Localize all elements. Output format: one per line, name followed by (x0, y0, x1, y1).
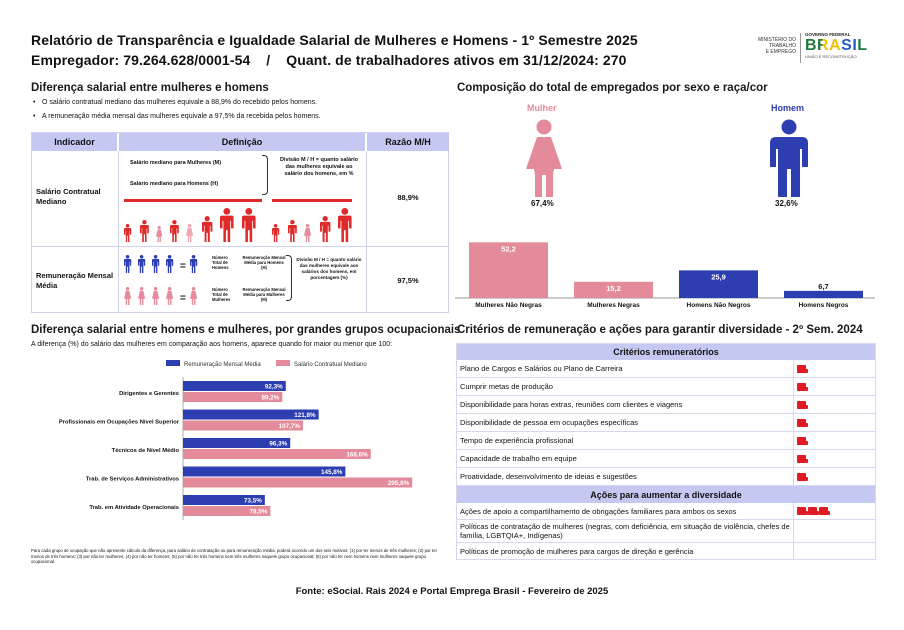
def-division-1: Divisão M / H = quanto salário das mulheres equivale ao salário dos homens, em % (279, 157, 359, 177)
ministry-line3: E EMPREGO (765, 49, 796, 55)
bar-value-label: 121,8% (294, 412, 316, 419)
woman-label: Mulher (527, 103, 557, 113)
criteria-label: Ações de apoio a compartilhamento de obrigações familiares para ambos os sexos (460, 506, 737, 516)
ministry-logo (738, 37, 796, 55)
total-men: Número Total de Homens (212, 255, 229, 270)
person-icon (272, 224, 279, 242)
criteria-label: Plano de Cargos e Salários ou Plano de Carreira (460, 364, 623, 373)
person-icon (190, 255, 197, 273)
brace (286, 255, 292, 301)
category-label: Mulheres Não Negras (475, 302, 542, 309)
people-row-1 (124, 198, 364, 243)
divider (118, 151, 119, 312)
person-icon (242, 208, 256, 242)
rem-men: Remuneração Mensal Média para Homens (H) (242, 255, 286, 270)
indicator-table (31, 132, 449, 313)
criteria-label: Políticas de promoção de mulheres para cargos de direção e gerência (460, 546, 694, 556)
person-icon (166, 255, 173, 273)
actions-header: Ações para aumentar a diversidade (456, 486, 876, 503)
bar-value-label: 89,2% (261, 394, 280, 402)
report-title: Relatório de Transparência e Igualdade Salarial de Mulheres e Homens - 1º Semestre 2025 (31, 32, 638, 48)
category-label: Trab. em Atividade Operacionais (89, 505, 179, 511)
footnote: Para cada grupo de ocupação que não apresente cálculo da diferença, para salário de contratação ou para remuneração média, poderá ocorrido um dos seis motivos: (1) por ter menos de três mulheres; (2) por ter menos de três homens; (3) por não ter mulheres; (4) por não ter homens; (5) por não ter três homens nem três mulheres naquele grupo ocupacional; (6) por não ter nem homens nem mulheres naquele grupo ocupacional. (31, 548, 438, 565)
man-pct: 32,6% (775, 199, 798, 208)
bar-value-label: 145,8% (321, 469, 343, 476)
person-icon (166, 287, 173, 305)
criteria-label: Tempo de experiência profissional (460, 436, 574, 445)
equals-sign: = (180, 293, 186, 304)
employer-line: Empregador: 79.264.628/0001-54 / Quant. de trabalhadores ativos em 31/12/2024: 270 (31, 52, 627, 68)
bar-value-label: 15,2 (606, 283, 621, 293)
category-label: Dirigentes e Gerentes (119, 391, 179, 397)
criteria-label: Proatividade, desenvolvimento de ideias e sugestões (460, 472, 637, 481)
person-icon (124, 287, 131, 305)
criteria-frame (456, 343, 876, 560)
man-icon (766, 119, 812, 197)
bar-value-label: 92,3% (264, 383, 283, 391)
person-icon (138, 255, 145, 273)
person-icon (156, 226, 162, 242)
bar-value-label: 52,2 (501, 244, 516, 254)
bar (183, 478, 412, 488)
ratio-salario: 88,9% (397, 193, 419, 202)
person-icon (152, 255, 159, 273)
person-icon (220, 208, 234, 242)
bar-3 (784, 291, 863, 298)
gov-logo (805, 32, 875, 59)
criteria-header: Critérios remuneratórios (456, 343, 876, 360)
def-division-2: Divisão M / H = quanto salário das mulheres equivale aos salários dos homens, em porcentagem (%) (296, 257, 362, 280)
median-bar (124, 199, 262, 202)
person-icon (170, 220, 179, 242)
person-icon (124, 255, 131, 273)
criteria-label: Disponibilidade de pessoa em ocupações específicas (460, 418, 639, 427)
person-icon (288, 220, 297, 242)
ministry-line2: TRABALHO (769, 43, 796, 49)
ministry-line1: MINISTÉRIO DO (757, 37, 796, 43)
person-icon (338, 208, 352, 242)
legend-swatch (166, 360, 180, 366)
criteria-title: Critérios de remuneração e ações para garantir diversidade - 2º Sem. 2024 (457, 324, 863, 336)
person-icon (320, 216, 330, 242)
salary-diff-title: Diferença salarial entre mulheres e homens (31, 82, 269, 94)
criteria-label: Capacidade de trabalho em equipe (460, 454, 577, 463)
person-icon (138, 287, 145, 305)
people-row-2a (124, 253, 214, 275)
def-women-median: Salário mediano para Mulheres (M) (130, 160, 222, 166)
rem-women: Remuneração Mensal Média para Mulheres (M) (242, 287, 286, 302)
woman-pct: 67,4% (531, 199, 554, 208)
occupational-bar-chart (31, 355, 451, 525)
equals-sign: = (180, 261, 186, 272)
occupational-title: Diferença salarial entre homens e mulheres, por grandes grupos ocupacionais (31, 324, 461, 336)
brace (262, 155, 268, 195)
bar-value-label: 96,3% (269, 440, 288, 448)
category-label: Homens Negros (798, 302, 849, 309)
indicator-remuneracao: Remuneração Mensal Média (36, 271, 114, 290)
total-women: Número Total de Mulheres (212, 287, 231, 302)
brasil-wordmark: BRASIL (805, 37, 875, 54)
bar-value-label: 25,9 (711, 272, 726, 282)
bar-value-label: 168,6% (346, 451, 368, 459)
category-label: Técnicos de Nível Médio (111, 448, 179, 454)
bullet-2: • A remuneração média mensal das mulheres equivale a 97,5% da recebida pelos homens. (33, 113, 321, 120)
woman-icon (520, 119, 568, 197)
category-label: Mulheres Negras (587, 302, 640, 309)
ratio-remuneracao: 97,5% (397, 276, 419, 285)
person-icon (152, 287, 159, 305)
criteria-label: Políticas de contratação de mulheres (negras, com deficiência, em situação de violência, chefes de família, LGBTQIA+, Indígenas) (460, 522, 790, 540)
col-definition: Definição (119, 133, 365, 151)
category-label: Trab. de Serviços Administrativos (85, 476, 179, 483)
footer-source: Fonte: eSocial. Rais 2024 e Portal Emprega Brasil - Fevereiro de 2025 (295, 586, 609, 597)
person-icon (186, 224, 193, 242)
divider (32, 246, 448, 247)
col-indicator: Indicador (32, 133, 117, 151)
bar-value-label: 73,5% (243, 497, 262, 505)
legend-swatch (276, 360, 290, 366)
bar (183, 449, 371, 459)
category-label: Profissionais em Ocupações Nível Superior (58, 419, 179, 426)
def-men-median: Salário mediano para Homens (H) (130, 181, 219, 187)
bar-value-label: 6,7 (818, 281, 829, 291)
people-row-2b (124, 285, 214, 307)
occupational-subtitle: A diferença (%) do salário das mulheres em comparação aos homens, aparece quando for maior ou menor que 100: (31, 341, 393, 348)
indicator-salario: Salário Contratual Mediano (36, 187, 101, 206)
composition-title: Composição do total de empregados por sexo e raça/cor (457, 82, 768, 94)
person-icon (124, 224, 131, 242)
col-ratio: Razão M/H (367, 133, 449, 151)
gov-tagline: UNIÃO E RECONSTRUÇÃO (805, 54, 857, 59)
person-icon (304, 224, 311, 242)
person-icon (202, 216, 212, 242)
person-icon (190, 287, 197, 305)
legend-label: Remuneração Mensal Média (184, 362, 261, 368)
bar-value-label: 205,8% (387, 480, 410, 487)
person-icon (140, 220, 149, 242)
composition-bar-chart (455, 226, 875, 312)
legend (166, 360, 367, 368)
median-bar (272, 199, 352, 202)
bar-value-label: 78,5% (249, 508, 268, 516)
divider (366, 151, 367, 312)
gov-label: GOVERNO FEDERAL (805, 32, 851, 37)
criteria-label: Disponibilidade para horas extras, reuniões com clientes e viagens (460, 400, 683, 409)
bar-value-label: 107,7% (278, 423, 300, 430)
bullet-1: • O salário contratual mediano das mulheres equivale a 88,9% do recebido pelos homens. (33, 99, 318, 106)
criteria-label: Cumprir metas de produção (460, 382, 553, 391)
logo-divider (800, 33, 801, 63)
category-label: Homens Não Negros (686, 302, 751, 309)
man-label: Homem (771, 103, 805, 113)
legend-label: Salário Contratual Mediano (294, 362, 367, 368)
